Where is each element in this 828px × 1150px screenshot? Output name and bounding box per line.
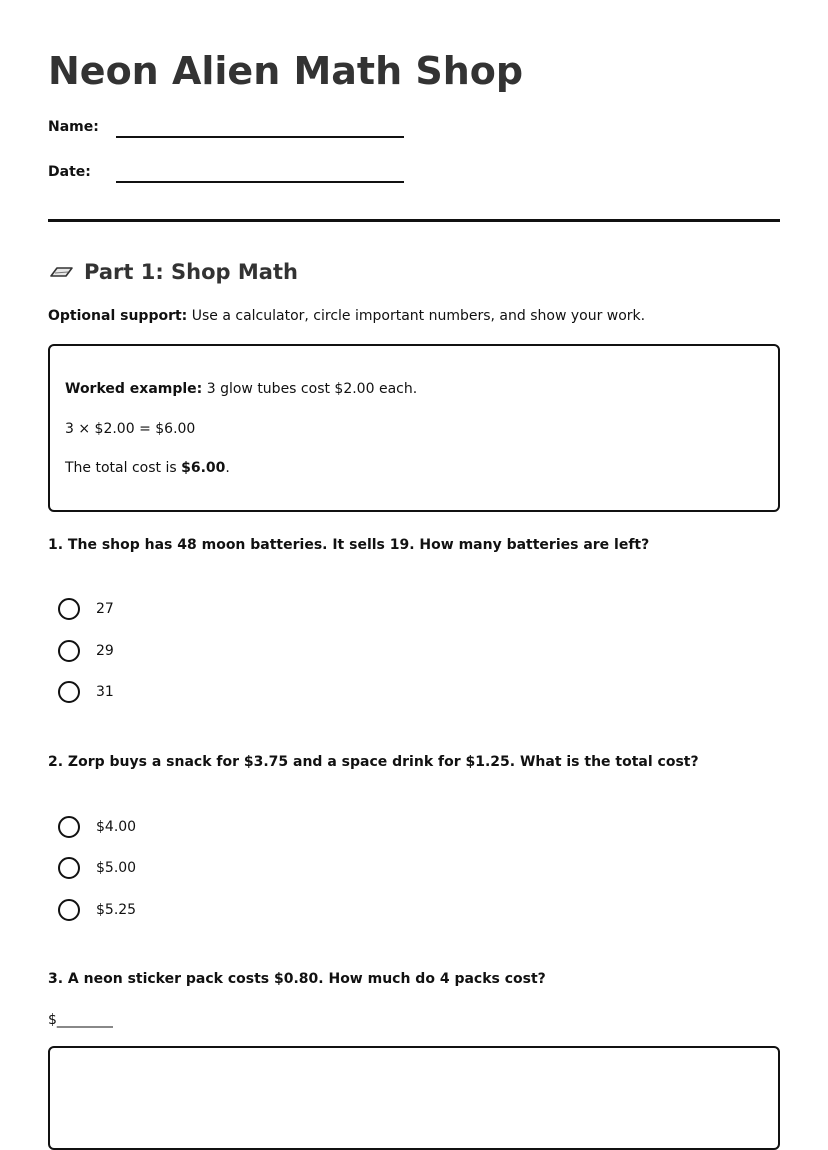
question-1: 1. The shop has 48 moon batteries. It sells 19. How many batteries are left? <box>48 537 650 553</box>
radio-circle-icon[interactable] <box>58 598 80 620</box>
question-2-option-b[interactable] <box>58 856 136 880</box>
page-title: Neon Alien Math Shop <box>48 49 524 93</box>
radio-circle-icon[interactable] <box>58 681 80 703</box>
name-label: Name: <box>48 119 99 135</box>
radio-circle-icon[interactable] <box>58 857 80 879</box>
question-2: 2. Zorp buys a snack for $3.75 and a space drink for $1.25. What is the total cost? <box>48 754 699 770</box>
option-label: 31 <box>96 684 114 700</box>
support-label: Optional support: <box>48 308 188 324</box>
question-2-option-a[interactable] <box>58 815 136 839</box>
question-1-option-a[interactable] <box>58 597 114 621</box>
date-label: Date: <box>48 164 91 180</box>
example-total-prefix: The total cost is <box>65 460 182 476</box>
name-input-line[interactable] <box>116 136 404 138</box>
header-divider <box>48 219 780 222</box>
question-1-option-c[interactable] <box>58 680 114 704</box>
example-total-value: $6.00 <box>181 460 226 476</box>
example-label: Worked example: <box>65 381 203 397</box>
example-text: 3 glow tubes cost $2.00 each. <box>206 381 418 397</box>
ufo-icon <box>48 264 74 280</box>
example-total-suffix: . <box>225 460 230 476</box>
question-3: 3. A neon sticker pack costs $0.80. How much do 4 packs cost? <box>48 971 546 987</box>
radio-circle-icon[interactable] <box>58 640 80 662</box>
example-total <box>65 458 230 478</box>
support-text: Use a calculator, circle important numbers, and show your work. <box>191 308 646 324</box>
section-title: Part 1: Shop Math <box>84 260 298 284</box>
option-label: $5.25 <box>96 902 137 918</box>
option-label: $4.00 <box>96 819 137 835</box>
question-3-work-box[interactable] <box>48 1046 780 1150</box>
question-1-option-b[interactable] <box>58 639 114 663</box>
date-field <box>48 162 408 186</box>
section-heading <box>48 256 298 288</box>
question-2-option-c[interactable] <box>58 898 136 922</box>
date-input-line[interactable] <box>116 181 404 183</box>
radio-circle-icon[interactable] <box>58 816 80 838</box>
radio-circle-icon[interactable] <box>58 899 80 921</box>
example-intro <box>65 379 417 399</box>
option-label: $5.00 <box>96 860 137 876</box>
question-3-answer-blank[interactable]: $________ <box>48 1012 113 1028</box>
option-label: 27 <box>96 601 114 617</box>
name-field <box>48 117 408 141</box>
option-label: 29 <box>96 643 114 659</box>
example-equation: 3 × $2.00 = $6.00 <box>65 421 196 437</box>
worked-example-box <box>48 344 780 512</box>
support-note <box>48 306 645 326</box>
